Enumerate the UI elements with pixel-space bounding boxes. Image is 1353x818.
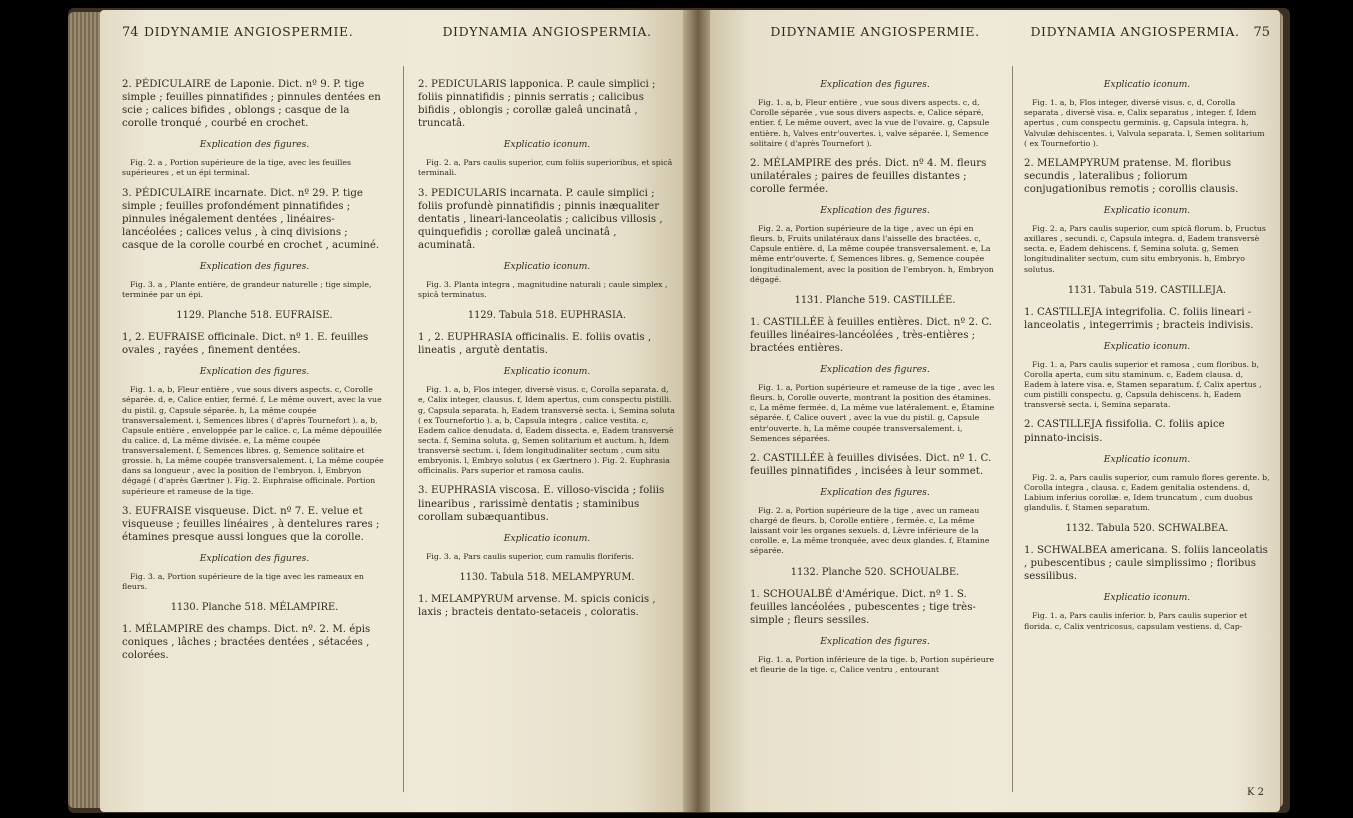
plate-title: 1132. Tabula 520. SCHWALBEA. (1065, 523, 1229, 535)
figure-explanation: Fig. 3. a, Pars caulis superior, cum ramulis floriferis. (426, 551, 634, 561)
page-number: 75 (1253, 25, 1270, 40)
figure-caption-heading: Explication des figures. (820, 635, 930, 647)
figure-caption-heading: Explicatio iconum. (1103, 204, 1191, 216)
figure-explanation: Fig. 1. a, Pars caulis superior et ramosa , cum floribus. b, Corolla aperta, cum situ staminum. c, Eadem clausa. d, Eadem à latere visa. e, Stamen separatum. f, Calix apertus , cum pistilli conspectu. g, Capsula dehiscens. h, Eadem transversè secta. i, Semina separata. (1024, 359, 1262, 410)
species-entry: 1. MELAMPYRUM arvense. M. spicis conicis , laxis ; bracteis dentato-setaceis , coloratis. (418, 593, 656, 618)
signature-mark: K 2 (1246, 787, 1264, 798)
species-entry: 2. MÉLAMPIRE des prés. Dict. nº 4. M. fleurs unilatérales ; paires de feuilles distantes ; corolle fermée. (750, 157, 987, 195)
species-entry: 2. PEDICULARIS lapponica. P. caule simplici ; foliis pinnatifidis ; pinnis serratis ; calicibus bifidis , oblongis ; corollæ galeâ uncinatâ , truncatâ. (418, 79, 656, 130)
running-header-french: DIDYNAMIE ANGIOSPERMIE. (144, 24, 354, 39)
species-entry: 1. CASTILLÉE à feuilles entières. Dict. nº 2. C. feuilles linéaires-lancéolées , très-entières ; bractées entières. (750, 316, 992, 354)
figure-explanation: Fig. 1. a, b, Flos integer, diversè visus. c, Corolla separata. d, e, Calix integer, clausus. f, Idem apertus, cum conspectu pistilli. g, Capsula separata. h, Eadem transversè secta. i, Semina soluta ( ex Tournefortio ). a, b, Capsula integra , calice vestita. c, Eadem calice denudata. d, Eadem dissecta. e, Eadem transversè secta. f, Semina soluta. g, Semen solitarium et auctum. h, Idem transversè sectum. i, Idem longitudinaliter sectum , cum situ embryonis. l, Embryo solutus ( ex Gærtnero ). Fig. 2. Euphrasia officinalis. Pars superior et ramosa caulis. (418, 385, 675, 476)
figure-explanation: Fig. 2. a , Portion supérieure de la tige, avec les feuilles supérieures , et un épi terminal. (122, 158, 351, 178)
figure-caption-heading: Explication des figures. (199, 139, 310, 151)
species-entry: 1 , 2. EUPHRASIA officinalis. E. foliis ovatis , lineatis , argutè dentatis. (418, 332, 652, 357)
species-entry: 2. CASTILLEJA fissifolia. C. foliis apice pinnato-incisis. (1024, 419, 1225, 444)
species-entry: 3. PEDICULARIS incarnata. P. caule simplici ; foliis profundè pinnatifidis ; pinnis inæqualiter dentatis , lineari-lanceolatis ; calicibus villosis , quinquefidis ; corollæ galeâ uncinatâ , acuminatâ. (418, 187, 663, 251)
column-divider (1012, 66, 1013, 792)
figure-explanation: Fig. 2. a, Pars caulis superior, cum foliis superioribus, et spicâ terminali. (418, 158, 673, 178)
plate-title: 1131. Planche 519. CASTILLÉE. (794, 294, 956, 306)
figure-explanation: Fig. 3. a, Portion supérieure de la tige avec les rameaux en fleurs. (122, 572, 364, 592)
figure-caption-heading: Explication des figures. (820, 204, 930, 216)
figure-caption-heading: Explication des figures. (199, 260, 310, 272)
figure-explanation: Fig. 1. a, b, Flos integer, diversè visus. c, d, Corolla separata , diversè visa. e, Calix separatus , integer. f, Idem apertus , cum conspectu germinis. g, Capsula integra. h, Valvulæ dehiscentes. i, Valvula separata. l, Semen solitarium ( ex Tournefortio ). (1024, 98, 1265, 148)
species-entry: 2. MELAMPYRUM pratense. M. floribus secundis , lateralibus ; foliorum conjugationibus remotis ; corollis clausis. (1024, 157, 1239, 195)
left-page-french-column (122, 24, 387, 668)
figure-explanation: Fig. 2. a, Portion supérieure de la tige , avec un rameau chargé de fleurs. b, Corolle entière , fermée. c, La même laissant voir les organes sexuels. d, Lèvre inférieure de la corolle. e, La même tronquée, avec deux glandes. f, Etamine séparée. (750, 505, 990, 556)
species-entry: 2. CASTILLÉE à feuilles divisées. Dict. nº 1. C. feuilles pinnatifides , incisées à leur sommet. (750, 452, 992, 477)
right-page-latin-column (1024, 24, 1270, 638)
plate-title: 1130. Planche 518. MÉLAMPIRE. (170, 602, 339, 614)
plate-title: 1129. Tabula 518. EUPHRASIA. (467, 310, 627, 322)
right-page-french-column (750, 24, 1000, 681)
figure-caption-heading: Explicatio iconum. (1103, 592, 1191, 604)
figure-explanation: Fig. 3. Planta integra , magnitudine naturali ; caule simplex , spicâ terminatus. (418, 279, 668, 300)
left-page-latin-column (418, 24, 676, 625)
species-entry: 3. EUPHRASIA viscosa. E. villoso-viscida ; foliis linearibus , rarissimè dentatis ; staminibus corollam subæquantibus. (418, 485, 665, 523)
figure-explanation: Fig. 2. a, Pars caulis superior, cum ramulo flores gerente. b, Corolla integra , clausa. c, Eadem genitalia ostendens. d, Labium inferius corollæ. e, Idem truncatum , cum duobus glandulis. f, Stamen separatum. (1024, 472, 1270, 513)
species-entry: 2. PÉDICULAIRE de Laponie. Dict. nº 9. P. tige simple ; feuilles pinnatifides ; pinnules dentées en scie ; calices bifides , oblongs ; casque de la corolle tronqué , courbé en crochet. (122, 79, 381, 130)
right-page (710, 10, 1280, 812)
figure-caption-heading: Explication des figures. (199, 366, 310, 378)
figure-caption-heading: Explicatio iconum. (1103, 453, 1191, 465)
figure-caption-heading: Explicatio iconum. (503, 366, 591, 378)
figure-caption-heading: Explicatio iconum. (503, 532, 591, 544)
species-entry: 3. EUFRAISE visqueuse. Dict. nº 7. E. velue et visqueuse ; feuilles linéaires , à dentelures rares ; étamines presque aussi longues que la corolle. (122, 505, 380, 543)
figure-caption-heading: Explication des figures. (820, 363, 930, 375)
page-number: 74 (122, 25, 139, 40)
species-entry: 1. MÉLAMPIRE des champs. Dict. nº. 2. M. épis coniques , lâches ; bractées dentées , sétacées , colorées. (122, 624, 371, 662)
species-entry: 3. PÉDICULAIRE incarnate. Dict. nº 29. P. tige simple ; feuilles profondément pinnatifides ; pinnules inégalement dentées , linéaires-lancéolées ; calices velus , à cinq divisions ; casque de la corolle courbé en crochet , acuminé. (122, 187, 380, 251)
figure-explanation: Fig. 1. a, Portion inférieure de la tige. b, Portion supérieure et fleurie de la tige. c, Calice ventru , entourant (750, 654, 995, 674)
figure-explanation: Fig. 1. a, b, Fleur entière , vue sous divers aspects. c, Corolle séparée. d, e, Calice entier, fermé. f, Le même ouvert, avec la vue du pistil. g, Capsule séparée. h, La même coupée transversalement. i, Semences libres ( d'après Tournefort ). a, b, Capsule entière , enveloppée par le calice. c, La même dépouillée du calice. d, La même divisée. e, La même coupée transversalement. f, Semences libres. g, Semence solitaire et grossie. h, La même coupée transversalement. i, La même coupée dans sa longueur , avec la position de l'embryon. l, Embryon dégagé ( d'après Gærtner ). Fig. 2. Euphraise officinale. Portion supérieure et rameuse de la tige. (122, 385, 384, 496)
figure-caption-heading: Explicatio iconum. (1103, 340, 1191, 352)
figure-explanation: Fig. 1. a, Portion supérieure et rameuse de la tige , avec les fleurs. b, Corolle ouverte, montrant la position des étamines. c, La même fermée. d, La même vue latéralement. e, Étamine séparée. f, Calice ouvert , avec la vue du pistil. g, Capsule entr'ouverte. h, La même coupée transversalement. i, Semences séparées. (750, 383, 995, 443)
figure-explanation: Fig. 2. a, Portion supérieure de la tige , avec un épi en fleurs. b, Fruits unilatéraux dans l'aisselle des bractées. c, Capsule entière. d, La même coupée transversalement. e, La même entr'ouverte. f, Semences libres. g, Semence coupée longitudinalement, avec la position de l'embryon. h, Embryon dégagé. (750, 224, 994, 284)
running-header-french: DIDYNAMIE ANGIOSPERMIE. (770, 24, 980, 39)
figure-caption-heading: Explication des figures. (820, 486, 930, 498)
figure-caption-heading: Explicatio iconum. (503, 260, 591, 272)
figure-caption-heading: Explicatio iconum. (503, 139, 591, 151)
figure-explanation: Fig. 1. a, Pars caulis inferior. b, Pars caulis superior et florida. c, Calix ventricosus, capsulam vestiens. d, Cap- (1024, 611, 1248, 631)
column-divider (403, 66, 404, 792)
figure-caption-heading: Explication des figures. (820, 79, 930, 90)
plate-title: 1132. Planche 520. SCHOUALBE. (790, 566, 960, 578)
species-entry: 1. CASTILLEJA integrifolia. C. foliis lineari - lanceolatis , integerrimis ; bracteis indivisis. (1024, 306, 1254, 331)
plate-title: 1131. Tabula 519. CASTILLEJA. (1067, 284, 1227, 296)
figure-explanation: Fig. 3. a , Plante entière, de grandeur naturelle ; tige simple, terminée par un épi. (122, 279, 372, 300)
figure-caption-heading: Explicatio iconum. (1103, 79, 1191, 90)
species-entry: 1, 2. EUFRAISE officinale. Dict. nº 1. E. feuilles ovales , rayées , finement dentées. (122, 332, 369, 357)
species-entry: 1. SCHWALBEA americana. S. foliis lanceolatis , pubescentibus ; caule simplissimo ; floribus sessilibus. (1024, 545, 1268, 583)
plate-title: 1130. Tabula 518. MELAMPYRUM. (459, 571, 635, 583)
figure-caption-heading: Explication des figures. (199, 552, 310, 564)
running-header-latin: DIDYNAMIA ANGIOSPERMIA. (1030, 24, 1240, 39)
figure-explanation: Fig. 1. a, b, Fleur entière , vue sous divers aspects. c, d, Corolle séparée , vue sous divers aspects. e, Calice séparé, entier. f, Le même ouvert, avec la vue de l'ovaire. g, Capsule entière. h, Valves entr'ouvertes. i, valve séparée. l, Semence solitaire ( d'après Tournefort ). (750, 98, 990, 148)
plate-title: 1129. Planche 518. EUFRAISE. (176, 310, 333, 322)
running-header-latin: DIDYNAMIA ANGIOSPERMIA. (442, 24, 652, 39)
species-entry: 1. SCHOUALBÉ d'Amérique. Dict. nº 1. S. feuilles lancéolées , pubescentes ; tige très-simple ; fleurs sessiles. (750, 588, 976, 626)
book-gutter (683, 10, 713, 812)
figure-explanation: Fig. 2. a, Pars caulis superior, cum spicâ florum. b, Fructus axillares , secundi. c, Capsula integra. d, Eadem transversè secta. e, Eadem dehiscens. f, Semina soluta. g, Semen longitudinaliter sectum, cum situ embryonis. h, Embryo solutus. (1024, 224, 1266, 274)
left-page (100, 10, 685, 812)
